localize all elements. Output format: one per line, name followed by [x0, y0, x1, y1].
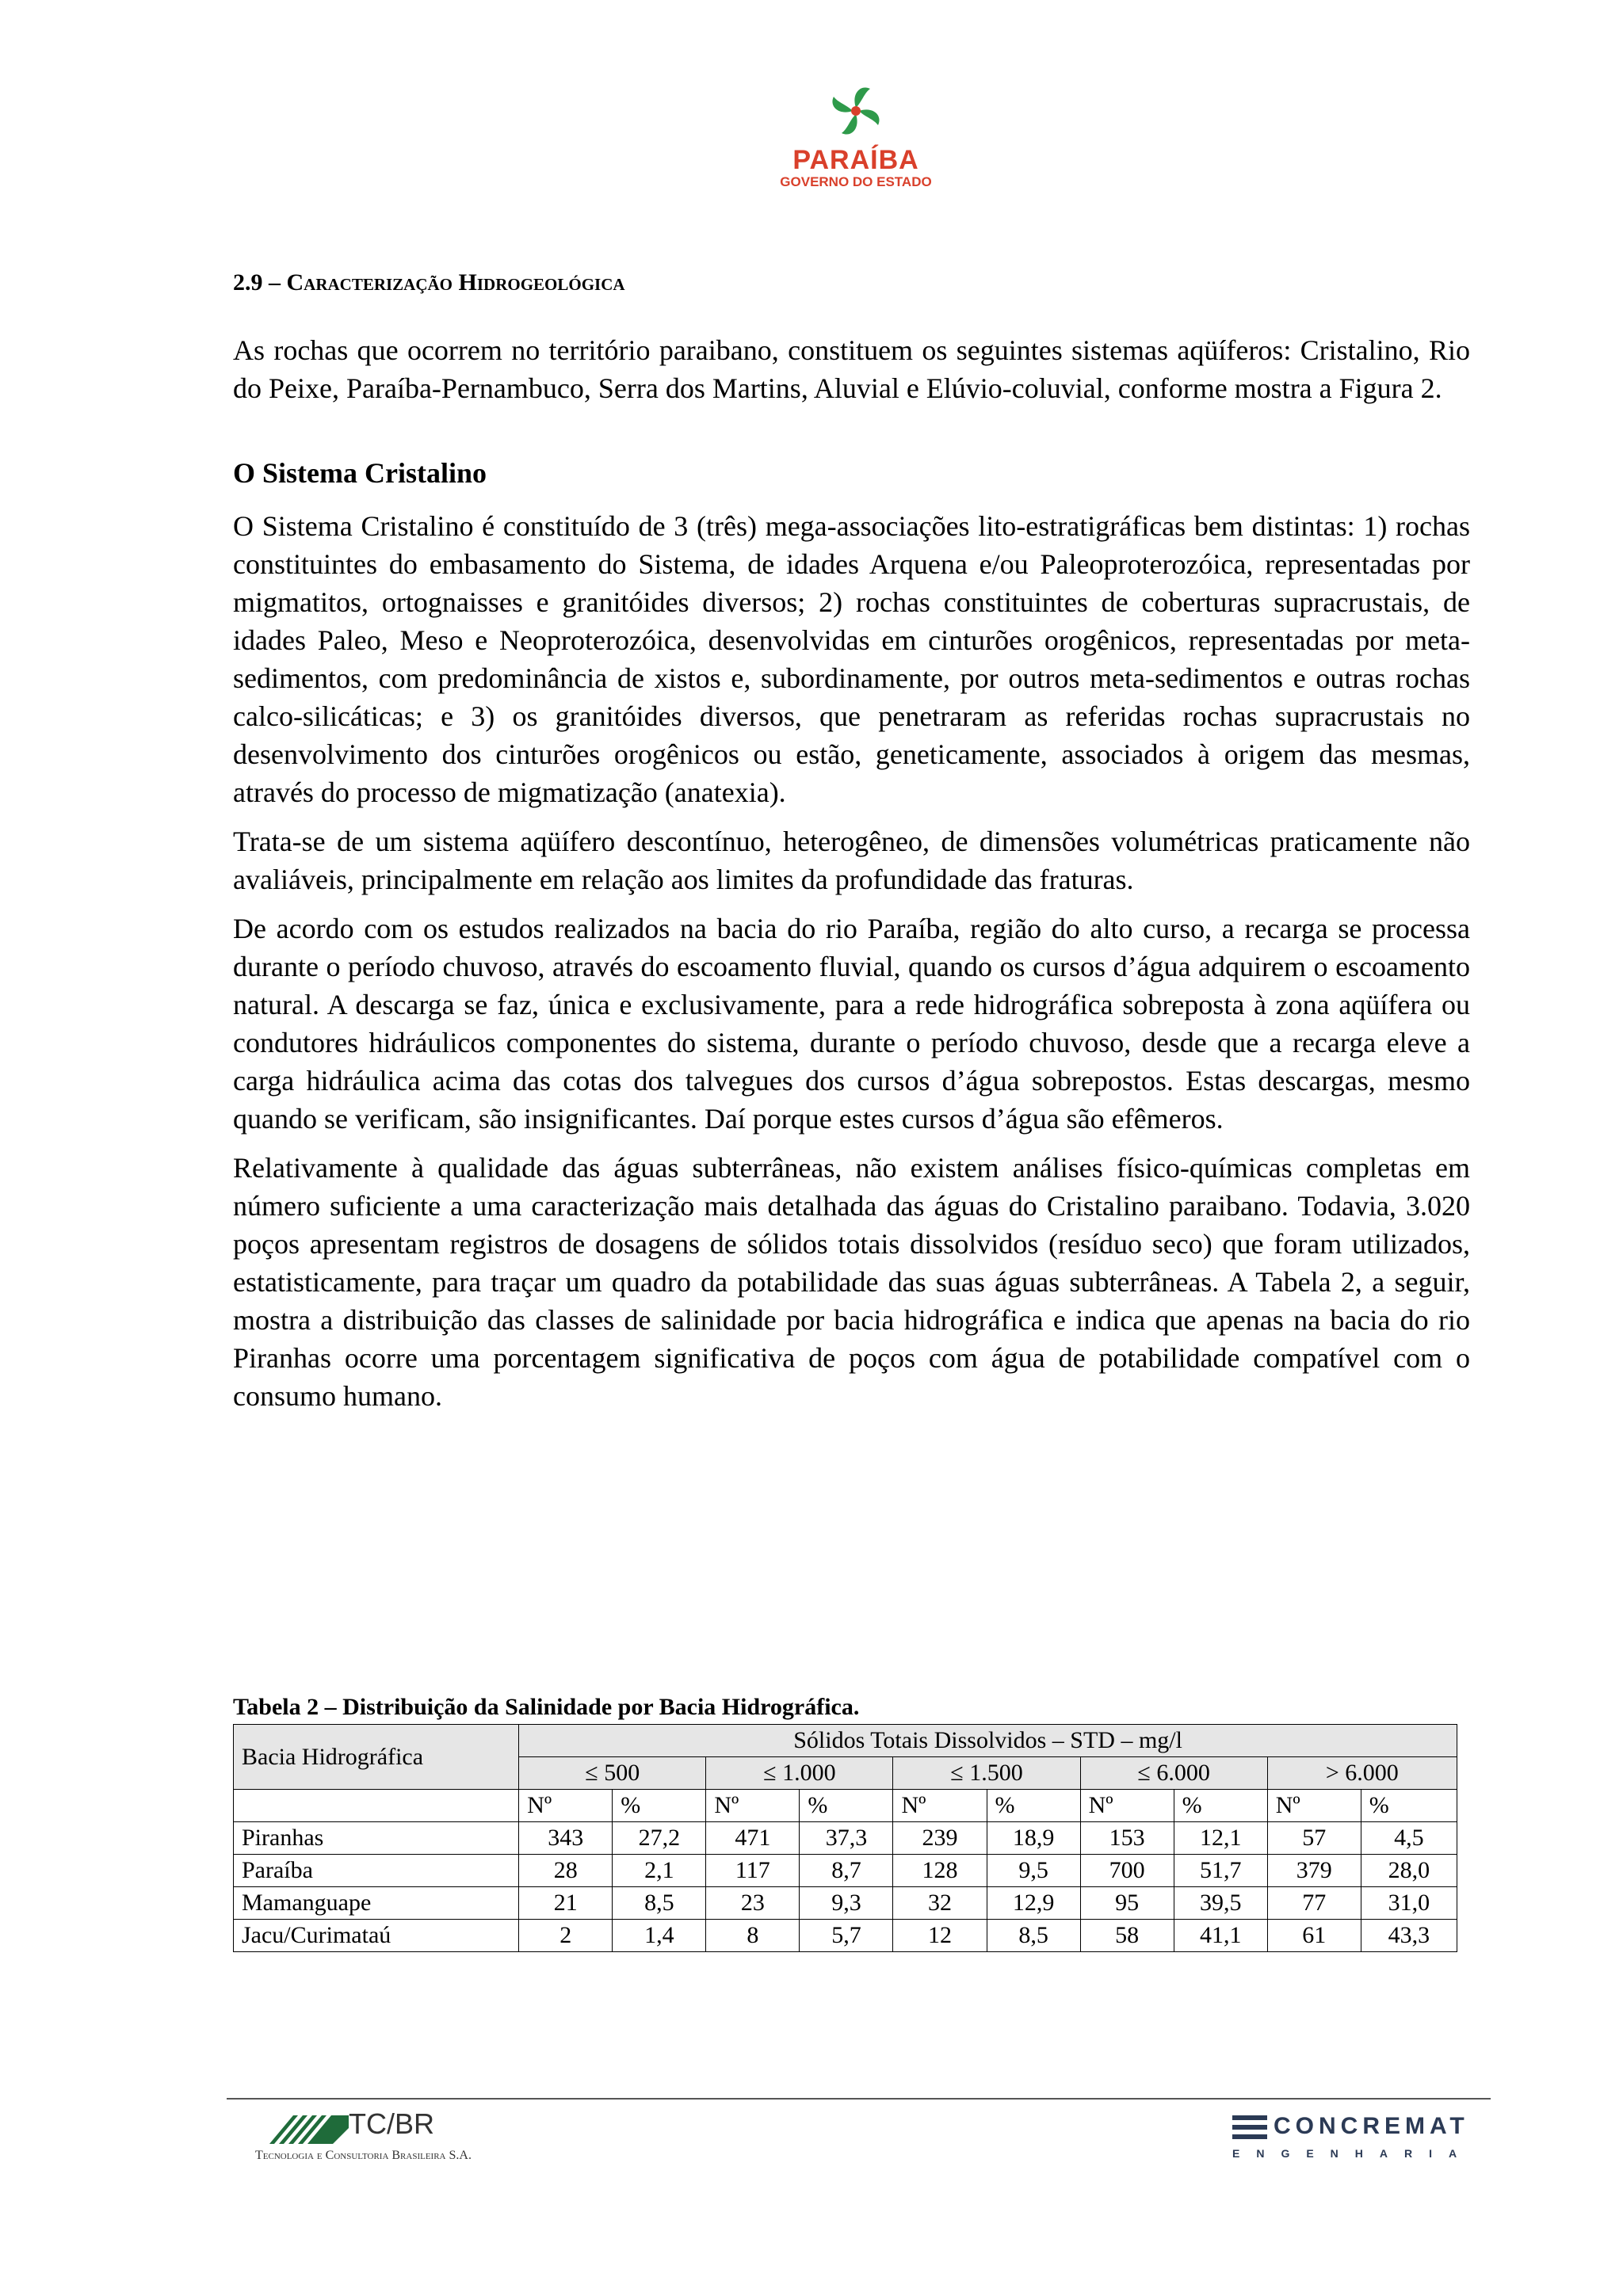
- sub-header-n: Nº: [1267, 1790, 1361, 1822]
- count-cell: 117: [706, 1855, 800, 1887]
- percent-cell: 39,5: [1174, 1887, 1267, 1920]
- count-cell: 471: [706, 1822, 800, 1855]
- percent-cell: 9,5: [987, 1855, 1080, 1887]
- concremat-name: CONCREMAT: [1274, 2113, 1469, 2139]
- salinity-table: [233, 1724, 1457, 1952]
- class-header: ≤ 500: [519, 1757, 706, 1790]
- percent-cell: 37,3: [800, 1822, 893, 1855]
- subheading-cristalino: O Sistema Cristalino: [233, 457, 487, 489]
- count-cell: 32: [893, 1887, 987, 1920]
- count-cell: 23: [706, 1887, 800, 1920]
- basin-name-cell: Mamanguape: [234, 1887, 519, 1920]
- section-number: 2.9 –: [233, 269, 281, 296]
- count-cell: 12: [893, 1920, 987, 1952]
- group-header-cell: Sólidos Totais Dissolvidos – STD – mg/l: [519, 1725, 1457, 1757]
- count-cell: 95: [1080, 1887, 1174, 1920]
- count-cell: 57: [1267, 1822, 1361, 1855]
- count-cell: 343: [519, 1822, 613, 1855]
- percent-cell: 12,1: [1174, 1822, 1267, 1855]
- count-cell: 239: [893, 1822, 987, 1855]
- tcbr-name: TC/BR: [349, 2107, 434, 2140]
- sub-header-n: Nº: [893, 1790, 987, 1822]
- percent-cell: 8,5: [987, 1920, 1080, 1952]
- table-row: [234, 1920, 1457, 1952]
- table-sub-header-row: [234, 1790, 1457, 1822]
- paragraph-1: O Sistema Cristalino é constituído de 3 (três) mega-associações lito-estratigráficas bem distintas: 1) rochas constituintes do embasamento do Sistema, de idades Arquena e/ou Paleoproterozóica, representadas por migmatitos, ortognaisses e granitóides diversos; 2) rochas constituintes de coberturas supracrustais, de idades Paleo, Meso e Neoproterozóica, desenvolvidas em cinturões orogênicos, representadas por meta-sedimentos, com predominância de xistos e, subordinamente, por outros meta-sedimentos e outras rochas calco-silicáticas; e 3) os granitóides diversos, que penetraram as referidas rochas supracrustais no desenvolvimento dos cinturões orogênicos ou estão, geneticamente, associados à origem das mesmas, através do processo de migmatização (anatexia).: [233, 510, 1470, 808]
- table-row: [234, 1822, 1457, 1855]
- percent-cell: 51,7: [1174, 1855, 1267, 1887]
- main-content: [233, 269, 1470, 1426]
- table-caption: Tabela 2 – Distribuição da Salinidade por Bacia Hidrográfica.: [233, 1694, 860, 1720]
- count-cell: 21: [519, 1887, 613, 1920]
- state-name: PARAÍBA: [792, 145, 919, 175]
- count-cell: 128: [893, 1855, 987, 1887]
- class-header: > 6.000: [1267, 1757, 1457, 1790]
- intro-paragraph: As rochas que ocorrem no território paraibano, constituem os seguintes sistemas aqüíferos: Cristalino, Rio do Peixe, Paraíba-Pernambuco, Serra dos Martins, Aluvial e Elúvio-coluvial, conforme mostra a Figura 2.: [233, 334, 1470, 404]
- count-cell: 700: [1080, 1855, 1174, 1887]
- percent-cell: 5,7: [800, 1920, 893, 1952]
- sub-header-pct: %: [1361, 1790, 1457, 1822]
- section-title-text: Caracterização Hidrogeológica: [286, 269, 625, 296]
- section-title: [233, 269, 1470, 296]
- footer-divider: [227, 2098, 1491, 2100]
- row-header-cell: Bacia Hidrográfica: [234, 1725, 519, 1790]
- class-header: ≤ 1.000: [706, 1757, 893, 1790]
- state-subtitle: GOVERNO DO ESTADO: [780, 174, 932, 189]
- sub-header-pct: %: [987, 1790, 1080, 1822]
- percent-cell: 12,9: [987, 1887, 1080, 1920]
- percent-cell: 2,1: [613, 1855, 706, 1887]
- count-cell: 153: [1080, 1822, 1174, 1855]
- count-cell: 8: [706, 1920, 800, 1952]
- basin-name-cell: Paraíba: [234, 1855, 519, 1887]
- sub-header-n: Nº: [706, 1790, 800, 1822]
- count-cell: 2: [519, 1920, 613, 1952]
- count-cell: 58: [1080, 1920, 1174, 1952]
- basin-name-cell: Piranhas: [234, 1822, 519, 1855]
- percent-cell: 41,1: [1174, 1920, 1267, 1952]
- class-header: ≤ 6.000: [1080, 1757, 1267, 1790]
- sub-header-pct: %: [1174, 1790, 1267, 1822]
- count-cell: 61: [1267, 1920, 1361, 1952]
- basin-name-cell: Jacu/Curimataú: [234, 1920, 519, 1952]
- tcbr-subtitle: Tecnologia e Consultoria Brasileira S.A.: [255, 2149, 472, 2162]
- percent-cell: 43,3: [1361, 1920, 1457, 1952]
- sub-header-n: Nº: [519, 1790, 613, 1822]
- class-header: ≤ 1.500: [893, 1757, 1080, 1790]
- government-logo: [761, 79, 951, 190]
- paragraph-4: Relativamente à qualidade das águas subterrâneas, não existem análises físico-químicas completas em número suficiente a uma caracterização mais detalhada das águas do Cristalino paraibano. Todavia, 3.020 poços apresentam registros de dosagens de sólidos totais dissolvidos (resíduo seco) que foram utilizados, estatisticamente, para traçar um quadro da potabilidade das suas águas subterrâneas. A Tabela 2, a seguir, mostra a distribuição das classes de salinidade por bacia hidrográfica e indica que apenas na bacia do rio Piranhas ocorre uma porcentagem significativa de poços com água de potabilidade compatível com o consumo humano.: [233, 1152, 1470, 1412]
- concremat-subtitle: ENGENHARIA: [1232, 2147, 1474, 2160]
- concremat-bars-icon: [1232, 2114, 1270, 2142]
- sub-header-n: Nº: [1080, 1790, 1174, 1822]
- table-row: [234, 1887, 1457, 1920]
- percent-cell: 8,7: [800, 1855, 893, 1887]
- paragraph-3: De acordo com os estudos realizados na bacia do rio Paraíba, região do alto curso, a recarga se processa durante o período chuvoso, através do escoamento fluvial, quando os cursos d’água adquirem o escoamento natural. A descarga se faz, única e exclusivamente, para a rede hidrográfica sobreposta à zona aqüífera ou condutores hidráulicos componentes do sistema, durante o período chuvoso, desde que a recarga eleve a carga hidráulica acima das cotas dos talvegues dos cursos d’água sobrepostos. Estas descargas, mesmo quando se verificam, são insignificantes. Daí porque estes cursos d’água são efêmeros.: [233, 913, 1470, 1135]
- paragraph-2: Trata-se de um sistema aqüífero descontínuo, heterogêneo, de dimensões volumétricas praticamente não avaliáveis, principalmente em relação aos limites da profundidade das fraturas.: [233, 826, 1470, 895]
- count-cell: 28: [519, 1855, 613, 1887]
- percent-cell: 8,5: [613, 1887, 706, 1920]
- percent-cell: 4,5: [1361, 1822, 1457, 1855]
- percent-cell: 31,0: [1361, 1887, 1457, 1920]
- percent-cell: 1,4: [613, 1920, 706, 1952]
- count-cell: 379: [1267, 1855, 1361, 1887]
- concremat-logo: [1232, 2113, 1474, 2160]
- table-row: [234, 1855, 1457, 1887]
- percent-cell: 18,9: [987, 1822, 1080, 1855]
- table-header-row: [234, 1725, 1457, 1757]
- percent-cell: 27,2: [613, 1822, 706, 1855]
- pinwheel-icon: [824, 79, 888, 143]
- count-cell: 77: [1267, 1887, 1361, 1920]
- sub-header-pct: %: [613, 1790, 706, 1822]
- percent-cell: 28,0: [1361, 1855, 1457, 1887]
- empty-cell: [234, 1790, 519, 1822]
- sub-header-pct: %: [800, 1790, 893, 1822]
- table-body: [234, 1822, 1457, 1952]
- percent-cell: 9,3: [800, 1887, 893, 1920]
